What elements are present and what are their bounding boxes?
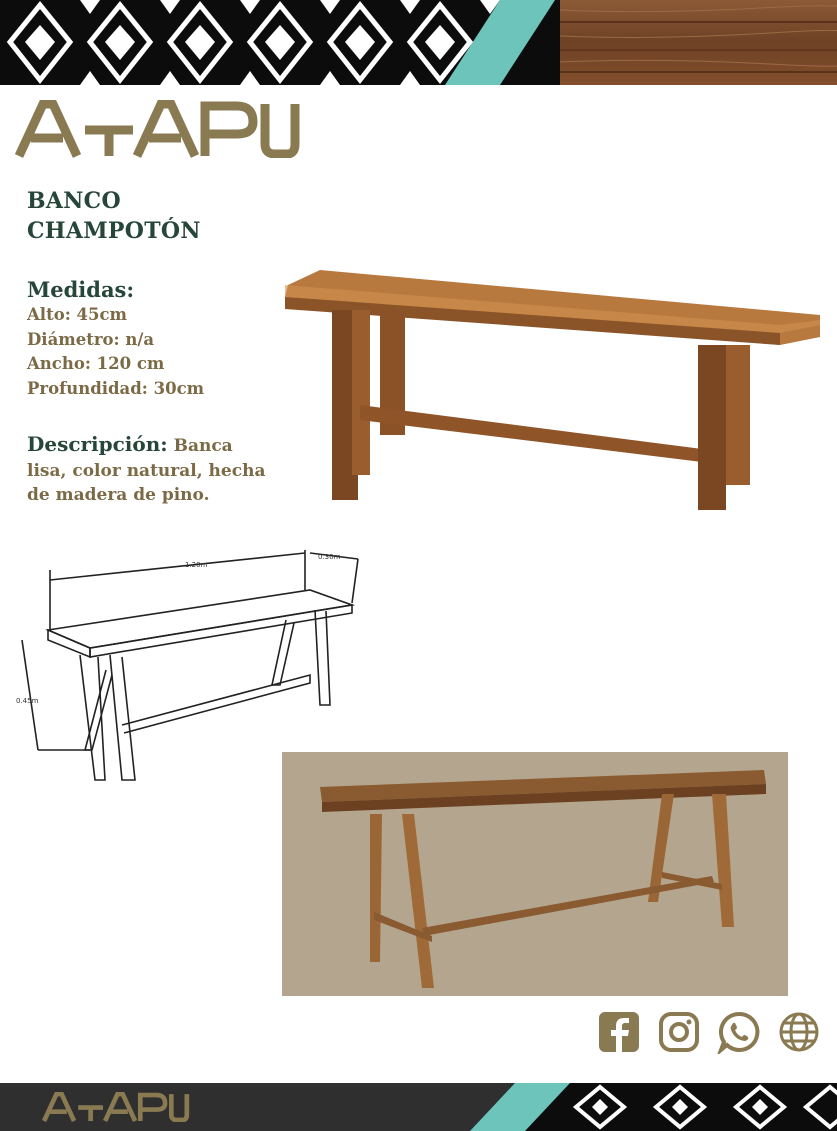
whatsapp-icon[interactable] <box>717 1010 761 1054</box>
product-title <box>27 186 201 246</box>
product-title-line2: CHAMPOTÓN <box>27 218 201 244</box>
footer-brand-logo <box>42 1092 197 1122</box>
render-illustration <box>282 752 788 996</box>
product-title-line1: BANCO <box>27 188 121 214</box>
measure-ancho: Ancho: 120 cm <box>27 354 165 373</box>
teal-stripe <box>0 0 837 85</box>
globe-icon[interactable] <box>777 1010 821 1054</box>
facebook-icon[interactable] <box>597 1010 641 1054</box>
measures-heading: Medidas: <box>27 277 135 302</box>
header-band <box>0 0 837 85</box>
brand-logo <box>15 100 300 158</box>
measures-section <box>27 276 204 401</box>
instagram-icon[interactable] <box>657 1010 701 1054</box>
description-paragraph <box>27 432 267 508</box>
bench-render <box>282 752 788 996</box>
measure-alto: Alto: 45cm <box>27 305 127 324</box>
measure-diametro: Diámetro: n/a <box>27 329 155 349</box>
sketch-height-label: 0.45m <box>16 697 39 705</box>
sketch-depth-label: 0.30m <box>318 553 341 561</box>
description-text: Banca lisa, color natural, hecha de madera de pino. <box>27 436 266 505</box>
measure-profundidad: Profundidad: 30cm <box>27 378 205 398</box>
description-section <box>27 432 267 508</box>
bench-photo <box>280 265 825 517</box>
description-label: Descripción: <box>27 432 168 456</box>
sketch-length-label: 1.20m <box>185 561 208 569</box>
